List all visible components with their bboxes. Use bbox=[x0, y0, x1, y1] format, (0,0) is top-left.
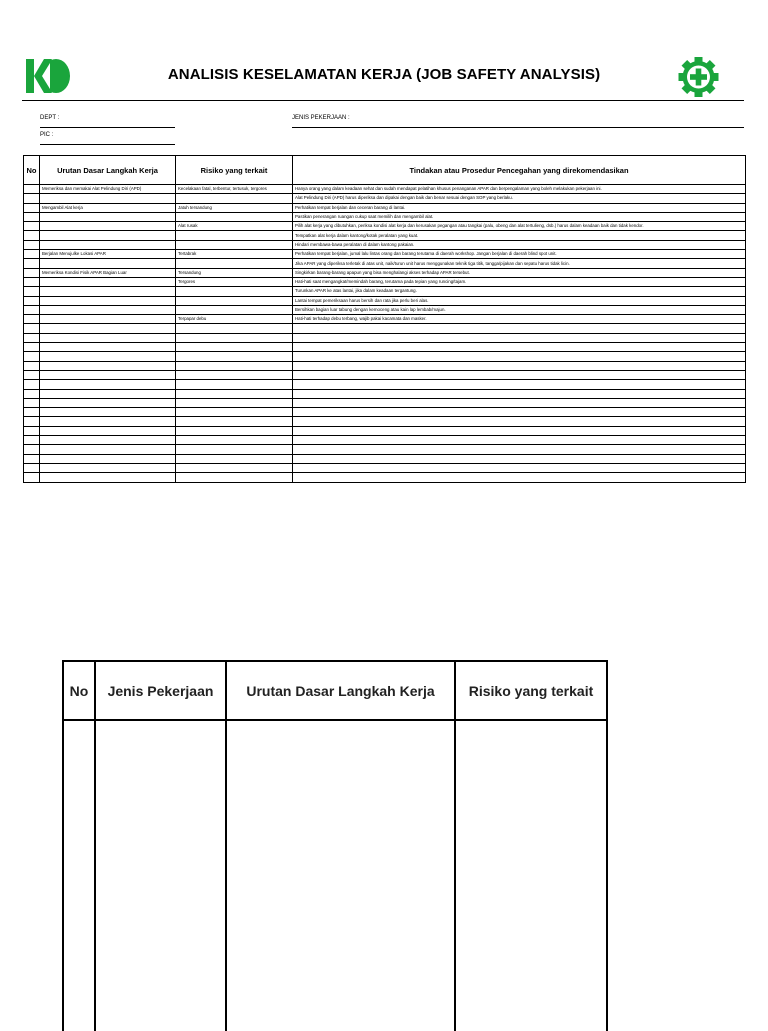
second-table bbox=[62, 660, 608, 1031]
cell-action[interactable] bbox=[293, 408, 746, 417]
table-row bbox=[24, 259, 746, 268]
cell-action[interactable]: Bersihkan bagian luar tabung dengan kemoceng atau kain lap lembab/majun. bbox=[293, 305, 746, 314]
cell-step[interactable] bbox=[40, 324, 176, 333]
cell-action[interactable] bbox=[293, 361, 746, 370]
cell-no[interactable] bbox=[24, 463, 40, 472]
cell-risk[interactable] bbox=[176, 305, 293, 314]
cell-action[interactable] bbox=[293, 370, 746, 379]
cell-action[interactable]: Jika APAR yang diperiksa terletak di atas unit, naik/turun unit harus menggunakan teknik tiga titik, tangga/pijakan dan sepatu harus tidak licin. bbox=[293, 259, 746, 268]
cell-action[interactable] bbox=[293, 436, 746, 445]
cell-step[interactable] bbox=[40, 436, 176, 445]
cell-action[interactable]: Turunkan APAR ke atas lantai, jika dalam keadaan tergantung. bbox=[293, 287, 746, 296]
table-row bbox=[24, 296, 746, 305]
table-row bbox=[24, 436, 746, 445]
cell-risk[interactable] bbox=[176, 454, 293, 463]
cell-step[interactable] bbox=[40, 352, 176, 361]
document-title-text: ANALISIS KESELAMATAN KERJA (JOB SAFETY ANALYSIS) bbox=[167, 66, 601, 83]
cell-risk[interactable] bbox=[176, 231, 293, 240]
table-row bbox=[24, 222, 746, 231]
cell-action[interactable] bbox=[293, 389, 746, 398]
cell-no[interactable] bbox=[24, 473, 40, 482]
t2-cell[interactable] bbox=[226, 720, 455, 1031]
cell-step[interactable] bbox=[40, 222, 176, 231]
cell-action[interactable]: Singkirkan barang-barang apapun yang bisa menghalangi akses terhadap APAR tersebut. bbox=[293, 268, 746, 277]
table-row bbox=[24, 361, 746, 370]
jsa-table bbox=[23, 155, 746, 483]
cell-no[interactable] bbox=[24, 203, 40, 212]
cell-step[interactable] bbox=[40, 343, 176, 352]
table-row bbox=[24, 194, 746, 203]
cell-no[interactable] bbox=[24, 231, 40, 240]
cell-step[interactable] bbox=[40, 296, 176, 305]
cell-step[interactable] bbox=[40, 473, 176, 482]
cell-no[interactable] bbox=[24, 436, 40, 445]
t2-header-jenis-pekerjaan: Jenis Pekerjaan bbox=[95, 661, 226, 720]
cell-step[interactable] bbox=[40, 259, 176, 268]
pic-label: PIC : bbox=[40, 132, 54, 138]
cell-step[interactable] bbox=[40, 408, 176, 417]
cell-step[interactable] bbox=[40, 445, 176, 454]
cell-risk[interactable] bbox=[176, 240, 293, 249]
cell-action[interactable]: Perhatikan tempat berjalan, jumal lalu lintas orang dan barang terutama di daerah workshop. Jangan berjalan di daerah blind spot unit. bbox=[293, 250, 746, 259]
cell-risk[interactable]: Terpapar debu bbox=[176, 315, 293, 324]
cell-no[interactable] bbox=[24, 259, 40, 268]
table-row bbox=[24, 324, 746, 333]
cell-action[interactable] bbox=[293, 398, 746, 407]
jenis-pekerjaan-field-line[interactable] bbox=[292, 127, 744, 128]
cell-no[interactable] bbox=[24, 240, 40, 249]
table-row bbox=[24, 408, 746, 417]
cell-risk[interactable] bbox=[176, 473, 293, 482]
table-row bbox=[24, 333, 746, 342]
cell-action[interactable] bbox=[293, 380, 746, 389]
cell-step[interactable] bbox=[40, 212, 176, 221]
t2-header-risiko: Risiko yang terkait bbox=[455, 661, 607, 720]
t2-cell[interactable] bbox=[455, 720, 607, 1031]
cell-step[interactable] bbox=[40, 389, 176, 398]
t2-cell[interactable] bbox=[95, 720, 226, 1031]
cell-action[interactable]: Hindari membawa-bawa peralatan di dalam kantong pakaian. bbox=[293, 240, 746, 249]
table-row bbox=[24, 212, 746, 221]
cell-no[interactable] bbox=[24, 324, 40, 333]
cell-no[interactable] bbox=[24, 222, 40, 231]
dept-field-line[interactable] bbox=[40, 127, 175, 128]
cell-risk[interactable] bbox=[176, 445, 293, 454]
cell-action[interactable] bbox=[293, 445, 746, 454]
cell-action[interactable]: Hati-hati saat mengangkat/memindah barang, terutama pada tepian yang runcing/tajam. bbox=[293, 277, 746, 286]
cell-action[interactable]: Tempatkan alat kerja dalam kantong/kotak peralatan yang kuat. bbox=[293, 231, 746, 240]
cell-step[interactable] bbox=[40, 315, 176, 324]
table-row bbox=[24, 268, 746, 277]
cell-step[interactable] bbox=[40, 361, 176, 370]
cell-risk[interactable] bbox=[176, 436, 293, 445]
cell-step[interactable] bbox=[40, 454, 176, 463]
table-row bbox=[24, 445, 746, 454]
cell-risk[interactable]: Alat rusak bbox=[176, 222, 293, 231]
table-row bbox=[24, 240, 746, 249]
table-row bbox=[24, 231, 746, 240]
cell-risk[interactable]: Kecelakaan fatal, terbentur, tertusuk, tergores bbox=[176, 185, 293, 194]
cell-no[interactable] bbox=[24, 445, 40, 454]
cell-no[interactable] bbox=[24, 305, 40, 314]
jsa-header-row bbox=[24, 156, 746, 185]
cell-risk[interactable]: Jatuh tersandung bbox=[176, 203, 293, 212]
cell-action[interactable]: Alat Pelindung Diri (APD) harus diperiksa dan dipakai dengan baik dan benar sesuai dengan SOP yang berlaku. bbox=[293, 194, 746, 203]
cell-no[interactable] bbox=[24, 361, 40, 370]
cell-no[interactable] bbox=[24, 380, 40, 389]
cell-no[interactable] bbox=[24, 212, 40, 221]
table-row bbox=[24, 417, 746, 426]
table-row bbox=[24, 454, 746, 463]
cell-action[interactable] bbox=[293, 417, 746, 426]
cell-risk[interactable] bbox=[176, 361, 293, 370]
cell-step[interactable] bbox=[40, 426, 176, 435]
cell-risk[interactable] bbox=[176, 324, 293, 333]
cell-step[interactable] bbox=[40, 287, 176, 296]
second-table-row bbox=[63, 720, 607, 1031]
cell-step[interactable] bbox=[40, 417, 176, 426]
cell-no[interactable] bbox=[24, 398, 40, 407]
cell-step[interactable] bbox=[40, 240, 176, 249]
cell-risk[interactable] bbox=[176, 370, 293, 379]
cell-no[interactable] bbox=[24, 343, 40, 352]
cell-action[interactable]: Perhatikan tempat berjalan dan ceceran barang di lantai. bbox=[293, 203, 746, 212]
dept-label: DEPT : bbox=[40, 115, 60, 121]
header-divider bbox=[22, 100, 744, 101]
cell-step[interactable]: Mengambil Alat kerja bbox=[40, 203, 176, 212]
table-row bbox=[24, 250, 746, 259]
cell-no[interactable] bbox=[24, 389, 40, 398]
pic-field-line[interactable] bbox=[40, 144, 175, 145]
cell-no[interactable] bbox=[24, 287, 40, 296]
cell-no[interactable] bbox=[24, 296, 40, 305]
cell-no[interactable] bbox=[24, 454, 40, 463]
t2-header-urutan-langkah: Urutan Dasar Langkah Kerja bbox=[226, 661, 455, 720]
jsa-table-body bbox=[24, 185, 746, 483]
cell-risk[interactable] bbox=[176, 296, 293, 305]
table-row bbox=[24, 287, 746, 296]
cell-risk[interactable]: Tersandung bbox=[176, 268, 293, 277]
cell-risk[interactable] bbox=[176, 417, 293, 426]
table-row bbox=[24, 473, 746, 482]
cell-no[interactable] bbox=[24, 370, 40, 379]
cell-risk[interactable] bbox=[176, 194, 293, 203]
cell-risk[interactable] bbox=[176, 287, 293, 296]
header-urutan-langkah: Urutan Dasar Langkah Kerja bbox=[40, 156, 176, 185]
cell-risk[interactable] bbox=[176, 259, 293, 268]
cell-risk[interactable]: Tergores bbox=[176, 277, 293, 286]
cell-step[interactable] bbox=[40, 305, 176, 314]
cell-action[interactable]: Pilih alat kerja yang dibutuhkan, periksa kondisi alat kerja dan kerusakan pegangan atau tangkai (palu, obeng dan alat tertulieng, dsb.) harus dalam keadaan baik dan tidak kendor. bbox=[293, 222, 746, 231]
cell-no[interactable] bbox=[24, 315, 40, 324]
cell-no[interactable] bbox=[24, 250, 40, 259]
cell-step[interactable] bbox=[40, 398, 176, 407]
cell-step[interactable]: Memeriksa Kondisi Fisik APAR Bagian Luar bbox=[40, 268, 176, 277]
table-row bbox=[24, 370, 746, 379]
cell-step[interactable] bbox=[40, 277, 176, 286]
second-table-header-row bbox=[63, 661, 607, 720]
cell-step[interactable] bbox=[40, 463, 176, 472]
cell-risk[interactable] bbox=[176, 212, 293, 221]
cell-step[interactable] bbox=[40, 370, 176, 379]
t2-header-no: No bbox=[63, 661, 95, 720]
table-row bbox=[24, 315, 746, 324]
cell-step[interactable]: Memeriksa dan memakai Alat Pelindung Diri (APD) bbox=[40, 185, 176, 194]
table-row bbox=[24, 277, 746, 286]
cell-risk[interactable] bbox=[176, 389, 293, 398]
table-row bbox=[24, 426, 746, 435]
table-row bbox=[24, 203, 746, 212]
cell-step[interactable] bbox=[40, 380, 176, 389]
table-row bbox=[24, 380, 746, 389]
cell-risk[interactable] bbox=[176, 398, 293, 407]
table-row bbox=[24, 343, 746, 352]
cell-action[interactable] bbox=[293, 352, 746, 361]
cell-no[interactable] bbox=[24, 408, 40, 417]
table-row bbox=[24, 185, 746, 194]
cell-action[interactable]: Hati-hati terhadap debu terbang, wajib pakai kacamata dan masker. bbox=[293, 315, 746, 324]
cell-action[interactable]: Pastikan penerangan ruangan cukup saat memilih dan mengambil alat. bbox=[293, 212, 746, 221]
cell-action[interactable] bbox=[293, 426, 746, 435]
cell-no[interactable] bbox=[24, 352, 40, 361]
cell-action[interactable] bbox=[293, 463, 746, 472]
cell-action[interactable] bbox=[293, 324, 746, 333]
cell-risk[interactable] bbox=[176, 343, 293, 352]
cell-risk[interactable] bbox=[176, 333, 293, 342]
cell-risk[interactable] bbox=[176, 380, 293, 389]
header-no: No bbox=[24, 156, 40, 185]
cell-action[interactable] bbox=[293, 343, 746, 352]
header-tindakan: Tindakan atau Prosedur Pencegahan yang direkomendasikan bbox=[293, 156, 746, 185]
cell-no[interactable] bbox=[24, 417, 40, 426]
cell-risk[interactable] bbox=[176, 408, 293, 417]
table-row bbox=[24, 398, 746, 407]
t2-cell[interactable] bbox=[63, 720, 95, 1031]
cell-action[interactable] bbox=[293, 473, 746, 482]
table-row bbox=[24, 352, 746, 361]
cell-risk[interactable] bbox=[176, 426, 293, 435]
cell-step[interactable] bbox=[40, 333, 176, 342]
table-row bbox=[24, 305, 746, 314]
jenis-pekerjaan-label: JENIS PEKERJAAN : bbox=[292, 115, 350, 121]
cell-step[interactable]: Berjalan Menujulke Lokasi APAR bbox=[40, 250, 176, 259]
cell-no[interactable] bbox=[24, 268, 40, 277]
cell-no[interactable] bbox=[24, 185, 40, 194]
cell-action[interactable] bbox=[293, 454, 746, 463]
document-title bbox=[0, 66, 768, 83]
cell-action[interactable]: Lantai tempat pemeriksaan harus bersih dan rata jika perlu beri alas. bbox=[293, 296, 746, 305]
cell-no[interactable] bbox=[24, 194, 40, 203]
cell-step[interactable] bbox=[40, 231, 176, 240]
cell-step[interactable] bbox=[40, 194, 176, 203]
header-risiko: Risiko yang terkait bbox=[176, 156, 293, 185]
cell-no[interactable] bbox=[24, 333, 40, 342]
table-row bbox=[24, 389, 746, 398]
table-row bbox=[24, 463, 746, 472]
cell-risk[interactable]: Tertabrak bbox=[176, 250, 293, 259]
cell-risk[interactable] bbox=[176, 352, 293, 361]
cell-risk[interactable] bbox=[176, 463, 293, 472]
cell-action[interactable] bbox=[293, 333, 746, 342]
cell-action[interactable]: Hanya orang yang dalam keadaan sehat dan sudah mendapat pelatihan khusus penanganan APAR dan berpengalaman yang boleh melakukan pekerjaan ini. bbox=[293, 185, 746, 194]
cell-no[interactable] bbox=[24, 277, 40, 286]
cell-no[interactable] bbox=[24, 426, 40, 435]
